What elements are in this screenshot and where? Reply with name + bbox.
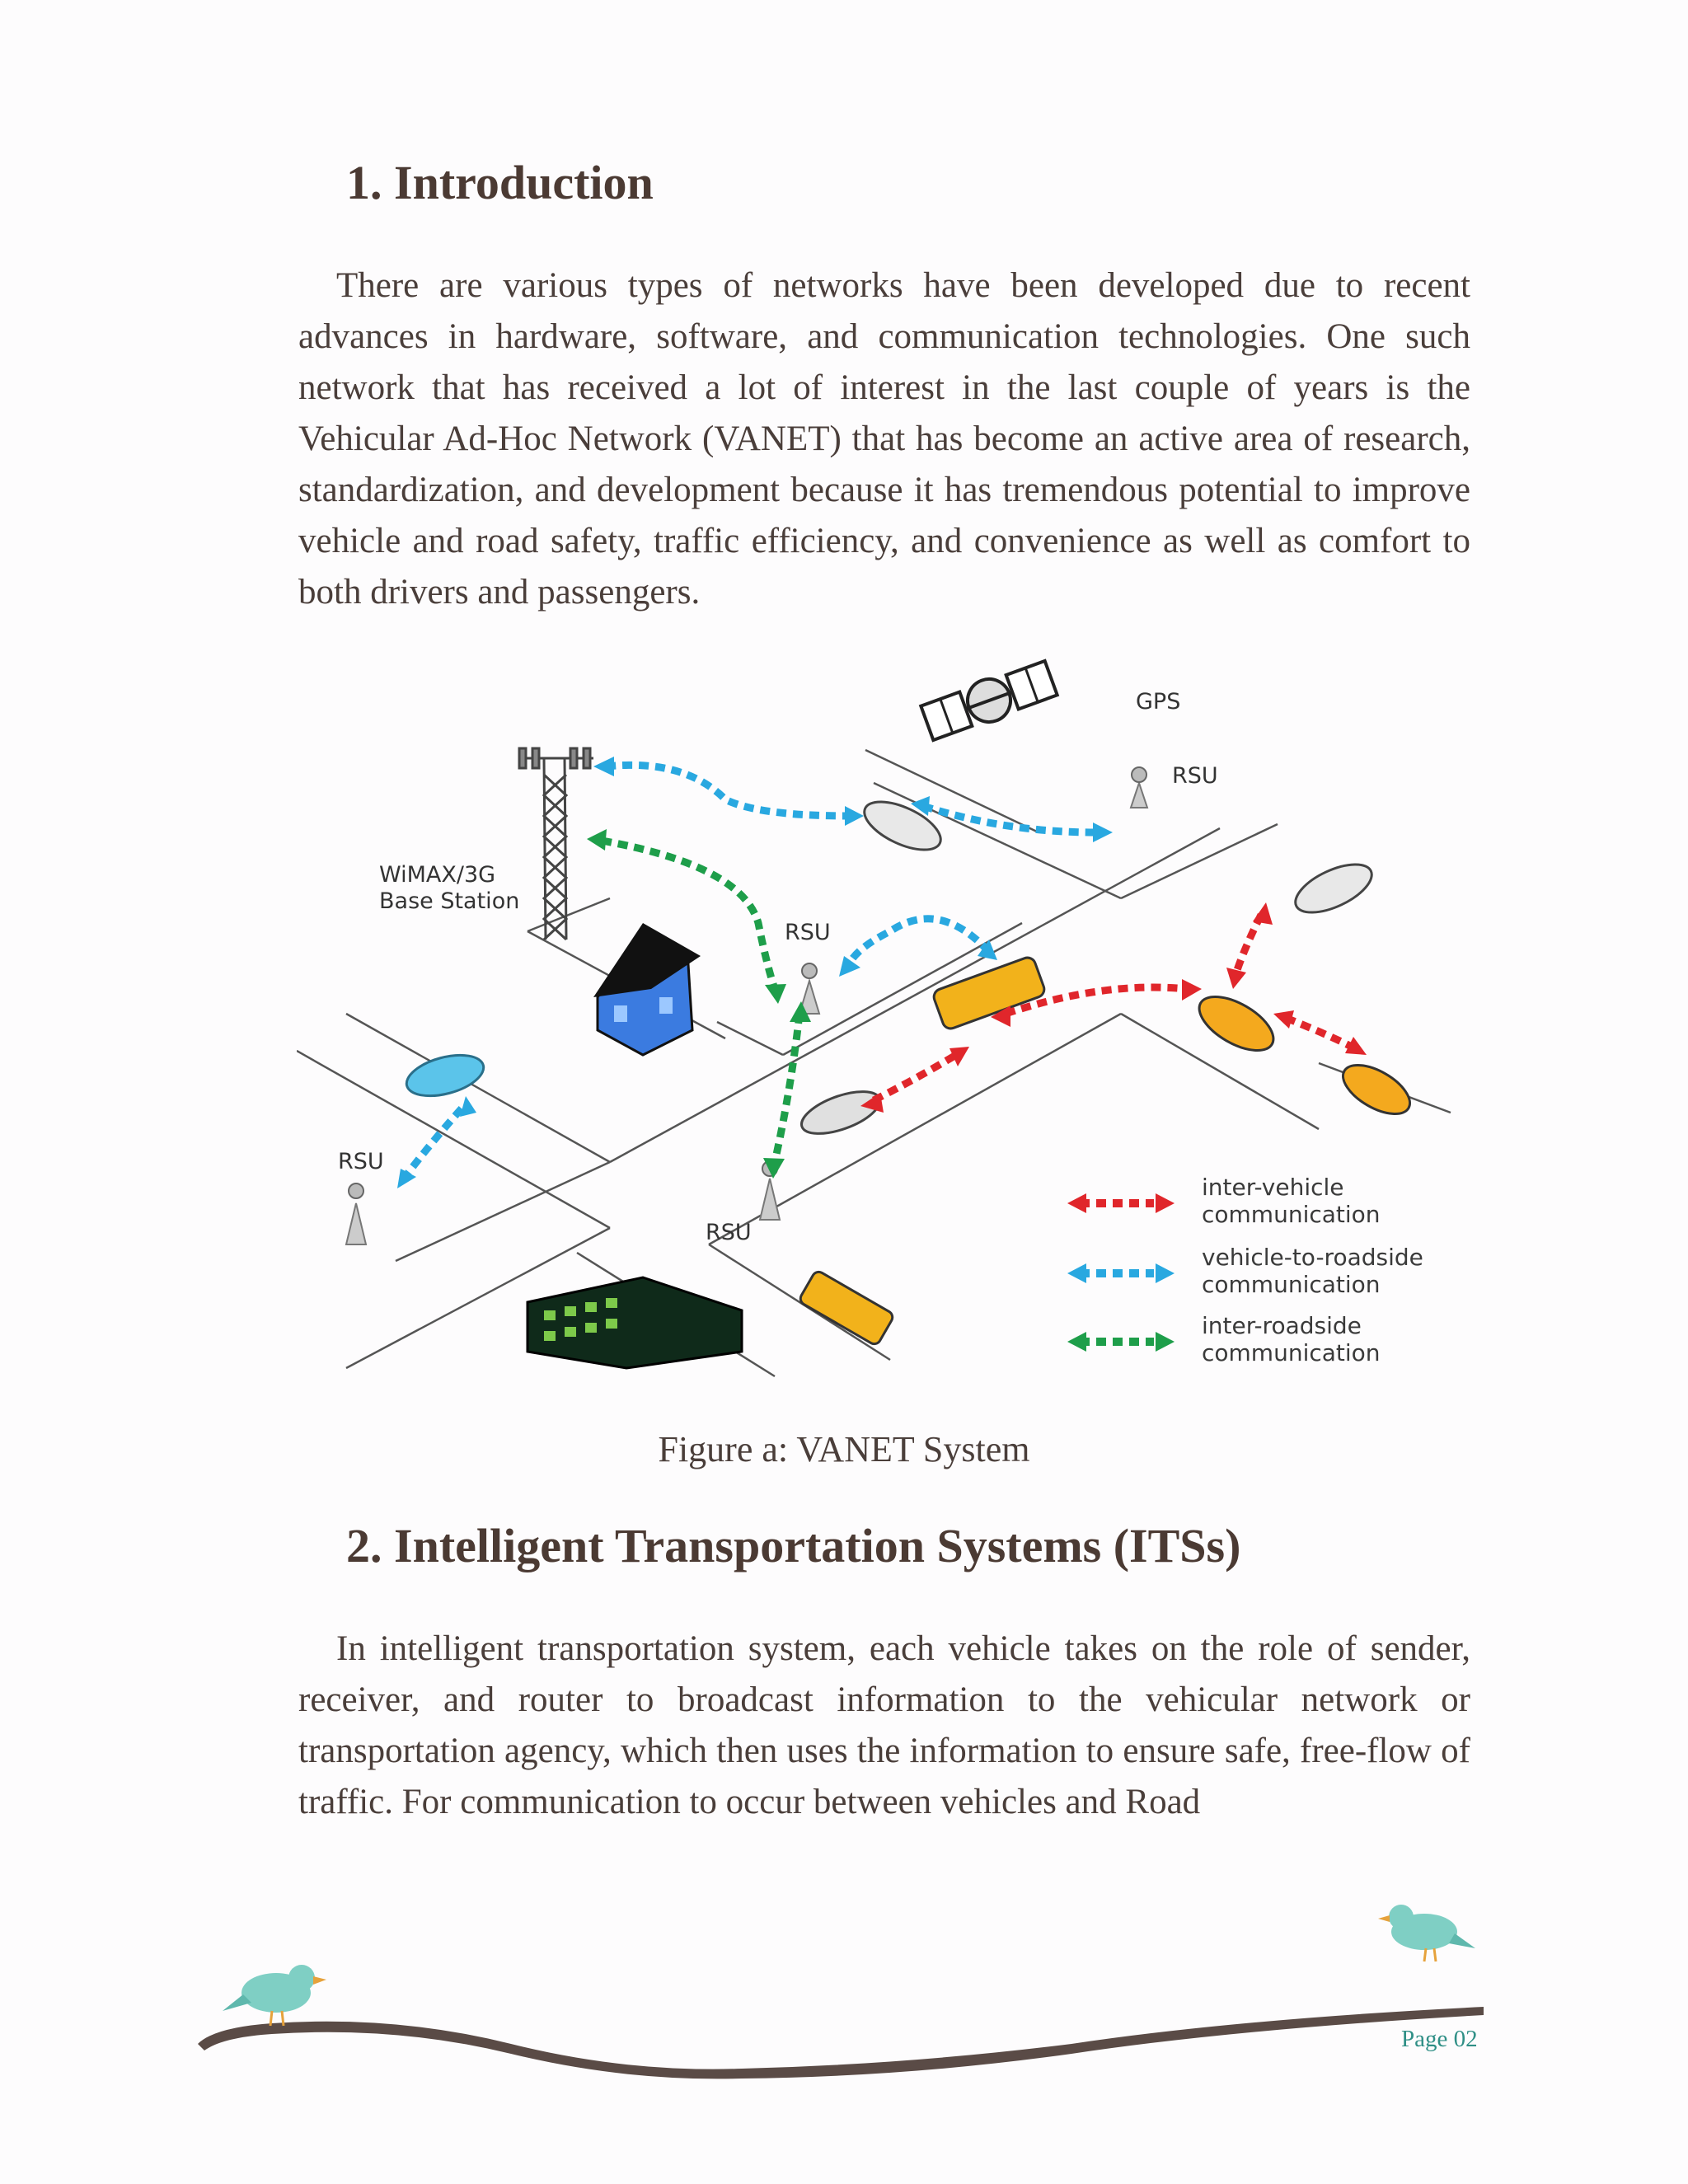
base-station-tower-icon [519, 748, 593, 940]
legend-item-vehicle-to-roadside [1067, 1244, 1423, 1298]
section2-paragraph: In intelligent transportation system, each vehicle takes on the role of sender, receiver, and router to broadcast information to the vehicular network or transportation agency, which then uses the information to ensure safe, free-flow of traffic. For communication to occur between vehicles and Road [298, 1629, 1470, 1821]
rsu-top-label: RSU [1172, 763, 1218, 789]
rsu-bottom-label: RSU [706, 1220, 752, 1245]
taxi-right-icon [1191, 986, 1282, 1062]
figure-caption: Figure a: VANET System [658, 1429, 1030, 1469]
base-station-label-line2: Base Station [379, 888, 520, 914]
footer-svg [0, 1879, 1688, 2126]
office-building-icon [528, 1277, 742, 1368]
legend-item-inter-vehicle [1067, 1174, 1381, 1228]
rsu-top-icon [1131, 767, 1147, 808]
legend [1067, 1174, 1423, 1366]
base-station-label-line1: WiMAX/3G [379, 862, 496, 888]
rsu-left-icon [346, 1183, 366, 1244]
car-center-icon [796, 1083, 885, 1142]
bird-right-icon [1378, 1905, 1475, 1961]
school-bus-icon [931, 955, 1046, 1030]
gps-satellite-icon [920, 658, 1058, 743]
legend-v2r-line1: vehicle-to-roadside [1202, 1244, 1423, 1271]
rsu-left-label: RSU [338, 1149, 384, 1174]
footer-branch [198, 2007, 1484, 2079]
legend-inter-roadside-line1: inter-roadside [1202, 1312, 1362, 1339]
legend-v2r-line2: communication [1202, 1271, 1381, 1298]
car-top-icon [857, 792, 947, 860]
legend-inter-roadside-line2: communication [1202, 1339, 1381, 1366]
car-right-top-icon [1288, 855, 1378, 922]
section1-paragraph: There are various types of networks have been developed due to recent advances in hardware, software, and communication technologies. One such network that has received a lot of interest in the last couple of years is the Vehicular Ad-Hoc Network (VANET) that has become an active area of research, standardization, and development because it has tremendous potential to improve vehicle and road safety, traffic efficiency, and convenience as well as comfort to both drivers and passengers. [298, 266, 1470, 612]
section1-heading: 1. Introduction [346, 156, 654, 209]
school-bus-bottom-icon [798, 1269, 894, 1346]
rsu-center-label: RSU [785, 920, 831, 945]
blue-car-icon [402, 1047, 488, 1103]
page-number: Page 02 [1401, 2026, 1478, 2052]
footer-decoration [0, 1879, 1688, 2126]
bird-left-icon [223, 1965, 326, 2026]
legend-inter-vehicle-line1: inter-vehicle [1202, 1174, 1344, 1201]
vanet-diagram [297, 651, 1475, 1393]
vanet-diagram-svg [297, 651, 1475, 1393]
gps-label: GPS [1136, 689, 1181, 715]
house-icon [593, 923, 701, 1055]
legend-inter-vehicle-line2: communication [1202, 1201, 1381, 1228]
taxi-far-right-icon [1335, 1055, 1418, 1123]
legend-item-inter-roadside [1067, 1312, 1381, 1366]
section2-heading: 2. Intelligent Transportation Systems (ITSs) [346, 1519, 1241, 1572]
